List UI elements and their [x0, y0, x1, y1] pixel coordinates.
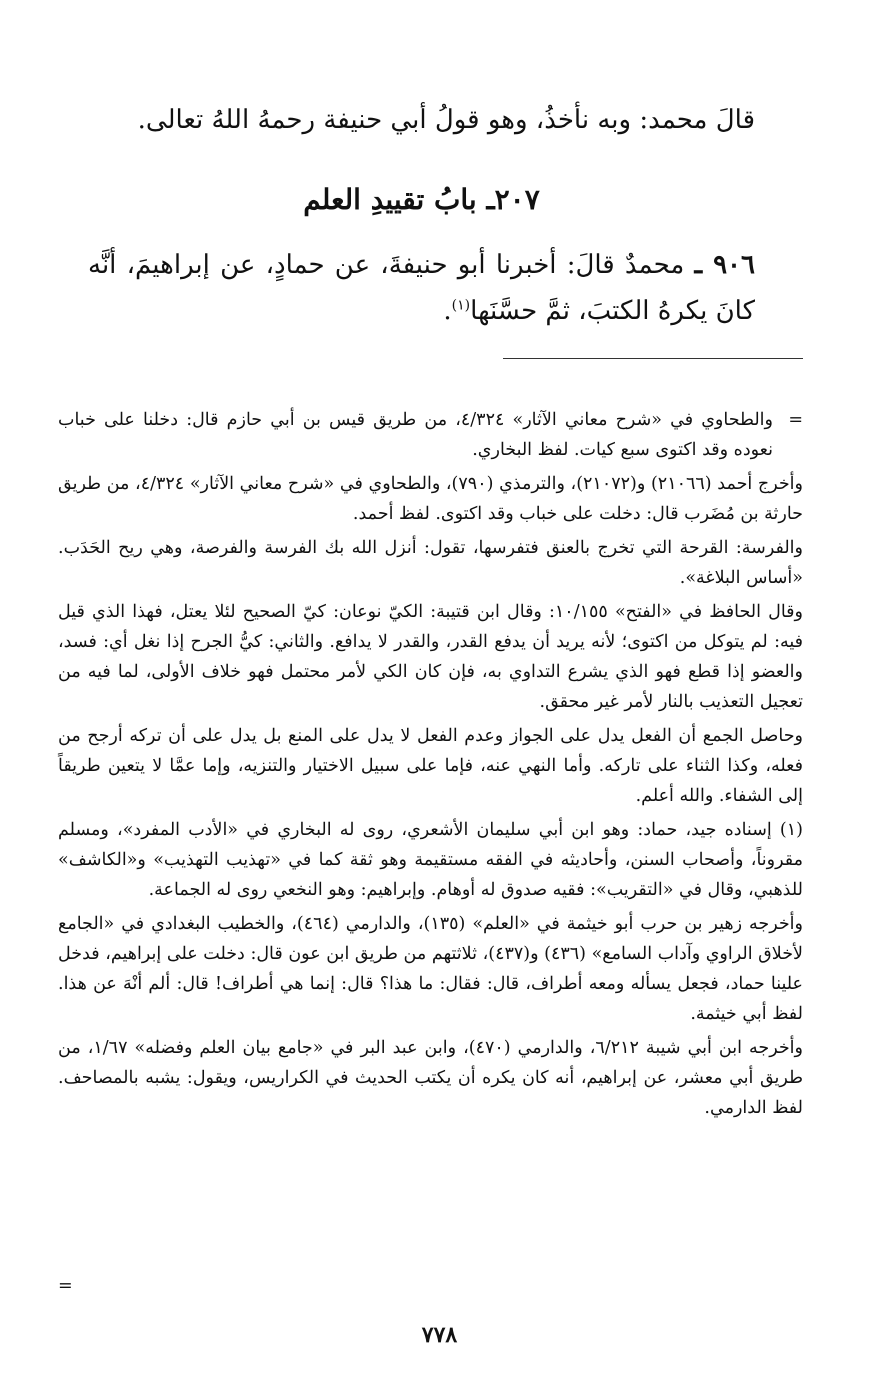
footnote-paragraph: وحاصل الجمع أن الفعل يدل على الجواز وعدم الفعل لا يدل على المنع بل يدل على أن تركه أرجح من فعله، وكذا الثناء على تاركه. وأما النهي عنه، فإما على سبيل الاختيار والتنزيه، وإما عمَّا لا يتعين طريقاً إلى الشفاء. والله أعلم. [58, 726, 803, 806]
footnote-1 [58, 815, 803, 905]
footnotes-section [58, 405, 803, 1127]
intro-paragraph: قالَ محمد: وبه نأخذُ، وهو قولُ أبي حنيفة رحمهُ اللهُ تعالى. [137, 105, 755, 135]
hadith-end: . [443, 296, 452, 326]
footnote-reference[interactable]: (١) [451, 297, 471, 314]
hadith-text: محمدٌ قالَ: أخبرنا أبو حنيفةَ، عن حمادٍ، عن إبراهيمَ، أنَّه كانَ يكرهُ الكتبَ، ثمَّ حسَّنَها [88, 250, 755, 326]
footnote-text: والطحاوي في «شرح معاني الآثار» ٤/٣٢٤، من طريق قيس بن أبي حازم قال: دخلنا على خباب نعوده وقد اكتوى سبع كيات. لفظ البخاري. [58, 410, 773, 460]
hadith-number: ٩٠٦ ـ [694, 250, 755, 280]
hadith-block [88, 242, 755, 334]
main-text [88, 100, 755, 140]
continued-next-page-mark: = [58, 1276, 73, 1296]
footnote-1-label: (١) [779, 820, 803, 840]
continued-mark: = [788, 410, 803, 430]
footnote-paragraph [58, 405, 803, 465]
footnote-paragraph: وأخرجه ابن أبي شيبة ٦/٢١٢، والدارمي (٤٧٠)، وابن عبد البر في «جامع بيان العلم وفضله» ١/٦٧، من طريق أبي معشر، عن إبراهيم، أنه كان يكره أن يكتب الحديث في الكراريس، ويقول: يشبه بالمصاحف. لفظ الدارمي. [58, 1038, 803, 1118]
footnote-paragraph: وأخرج أحمد (٢١٠٦٦) و(٢١٠٧٢)، والترمذي (٧٩٠)، والطحاوي في «شرح معاني الآثار» ٤/٣٢٤، من طريق حارثة بن مُضَرب قال: دخلت على خباب وقد اكتوى. لفظ أحمد. [58, 474, 803, 524]
footnote-paragraph: وأخرجه زهير بن حرب أبو خيثمة في «العلم» (١٣٥)، والدارمي (٤٦٤)، والخطيب البغدادي في «الجامع لأخلاق الراوي وآداب السامع» (٤٣٦) و(٤٣٧)، ثلاثتهم من طريق ابن عون قال: دخلت على إبراهيم، فدخل علينا حماد، فجعل يسأله ومعه أطراف، قال: فقال: ما هذا؟ قال: إنما هي أطراف! قال: ألم أنْهَ عن هذا. لفظ أبي خيثمة. [58, 914, 804, 1024]
chapter-heading: ٢٠٧ـ بابُ تقييدِ العلم [303, 183, 540, 216]
page-number: ٧٧٨ [421, 1322, 458, 1348]
footnote-paragraph: وقال الحافظ في «الفتح» ١٠/١٥٥: وقال ابن قتيبة: الكيّ نوعان: كيّ الصحيح لئلا يعتل، فهذا الذي قيل فيه: لم يتوكل من اكتوى؛ لأنه يريد أن يدفع القدر، والقدر لا يدافع. والثاني: كيُّ الجرح إذا نغل أي: فسد، والعضو إذا قطع فهو الذي يشرع التداوي به، فإن كان الكي لأمر محتمل فهو خلاف الأولى، لما فيه من تعجيل التعذيب بالنار لأمر غير محقق. [58, 602, 803, 712]
footnote-1-text: إسناده جيد، حماد: وهو ابن أبي سليمان الأشعري، روى له البخاري في «الأدب المفرد»، ومسلم مقروناً، وأصحاب السنن، وأحاديثه في الفقه مستقيمة وهو ثقة كما في «تهذيب التهذيب» و«الكاشف» للذهبي، وقال في «التقريب»: فقيه صدوق له أوهام. وإبراهيم: وهو النخعي روى له الجماعة. [58, 820, 803, 900]
footnote-paragraph: والفرسة: القرحة التي تخرج بالعنق فتفرسها، تقول: أنزل الله بك الفرسة والفرصة، وهي ريح الحَدَب. «أساس البلاغة». [58, 538, 803, 588]
footnote-separator [503, 358, 803, 359]
